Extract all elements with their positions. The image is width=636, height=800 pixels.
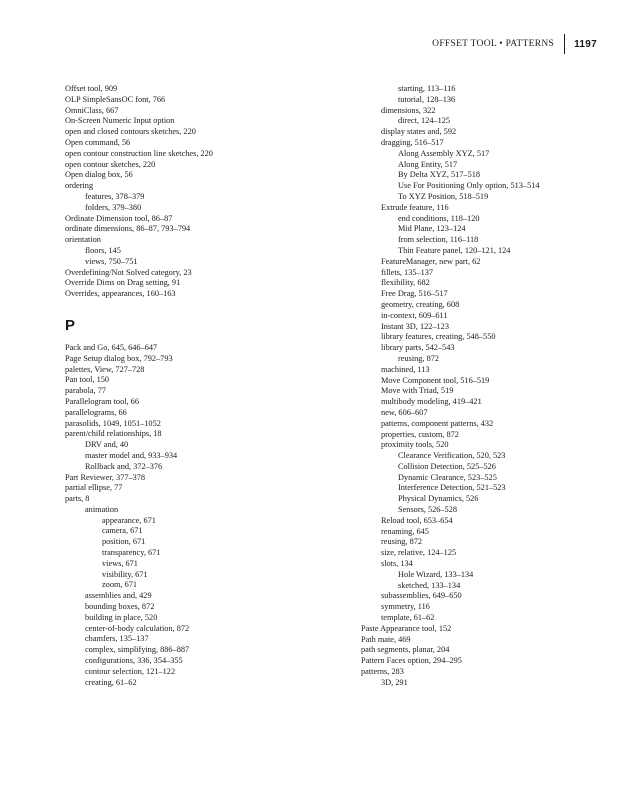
- index-subentry: master model and, 933–934: [85, 450, 178, 460]
- header-divider: [564, 34, 565, 54]
- index-subentry: camera, 671: [102, 526, 143, 536]
- index-subentry: DRV and, 40: [85, 440, 129, 450]
- index-entry: parabola, 77: [65, 386, 107, 396]
- index-subentry: Use For Positioning Only option, 513–514: [398, 181, 540, 191]
- index-entry: OmniClass, 667: [65, 105, 119, 115]
- index-subentry: sketched, 133–134: [398, 580, 461, 590]
- index-subentry: transparency, 671: [102, 548, 161, 558]
- index-entry: open contour sketches, 220: [65, 159, 156, 169]
- index-subentry: display states and, 592: [381, 127, 457, 137]
- index-subentry: renaming, 645: [381, 526, 429, 536]
- index-subentry: from selection, 116–118: [398, 235, 479, 245]
- index-subentry: zoom, 671: [102, 580, 138, 590]
- index-entry: Path mate, 469: [361, 634, 411, 644]
- index-subentry: Rollback and, 372–376: [85, 461, 163, 471]
- index-subentry: Move with Triad, 519: [381, 386, 454, 396]
- index-subentry: slots, 134: [381, 559, 413, 569]
- index-subentry: folders, 379–380: [85, 202, 142, 212]
- index-subentry: floors, 145: [85, 245, 121, 255]
- index-subentry: Move Component tool, 516–519: [381, 375, 490, 385]
- index-entry: Page Setup dialog box, 792–793: [65, 353, 173, 363]
- index-subentry: 3D, 291: [381, 677, 408, 687]
- index-subentry: complex, simplifying, 886–887: [85, 645, 190, 655]
- index-column-right: [361, 84, 601, 689]
- index-subentry: Along Entity, 517: [398, 159, 458, 169]
- index-subentry: end conditions, 118–120: [398, 213, 480, 223]
- index-subentry: library parts, 542–543: [381, 343, 455, 353]
- index-subentry: views, 750–751: [85, 256, 138, 266]
- index-column-left: [65, 84, 320, 688]
- index-entry: Pack and Go, 645, 646–647: [65, 342, 158, 352]
- index-subentry: building in place, 520: [85, 612, 158, 622]
- index-entry: Overdefining/Not Solved category, 23: [65, 267, 192, 277]
- index-entry: open and closed contours sketches, 220: [65, 127, 196, 137]
- index-subentry: Physical Dynamics, 526: [398, 494, 479, 504]
- index-subentry: Instant 3D, 122–123: [381, 321, 449, 331]
- index-subentry: fillets, 135–137: [381, 267, 434, 277]
- index-entry: palettes, View, 727–728: [65, 364, 145, 374]
- running-header: [432, 34, 597, 54]
- index-subentry: creating, 61–62: [85, 677, 137, 687]
- index-subentry: chamfers, 135–137: [85, 634, 149, 644]
- index-entry: Offset tool, 909: [65, 84, 118, 93]
- index-subentry: Sensors, 526–528: [398, 505, 458, 515]
- index-subentry: contour selection, 121–122: [85, 666, 176, 676]
- index-entry: Override Dims on Drag setting, 91: [65, 278, 181, 288]
- index-subentry: flexibility, 682: [381, 278, 430, 288]
- index-entry: Open command, 56: [65, 137, 131, 147]
- page-number: 1197: [574, 38, 597, 50]
- index-subentry: Collision Detection, 525–526: [398, 461, 496, 471]
- index-subentry: symmetry, 116: [381, 602, 430, 612]
- index-subentry: geometry, creating, 608: [381, 299, 460, 309]
- index-subentry: Reload tool, 653–654: [381, 515, 453, 525]
- index-entry: parts, 8: [65, 494, 90, 504]
- index-subentry: views, 671: [102, 558, 138, 568]
- index-entry: Overrides, appearances, 160–163: [65, 289, 176, 299]
- index-entry: orientation: [65, 235, 101, 245]
- index-subentry: features, 378–379: [85, 191, 145, 201]
- index-entry: path segments, planar, 204: [361, 645, 450, 655]
- index-subentry: template, 61–62: [381, 613, 435, 623]
- index-subentry: properties, custom, 872: [381, 429, 459, 439]
- index-subentry: dimensions, 322: [381, 105, 436, 115]
- index-subentry: appearance, 671: [102, 515, 156, 525]
- index-entry: Part Reviewer, 377–378: [65, 472, 146, 482]
- index-subentry: Mid Plane, 123–124: [398, 224, 466, 234]
- index-subentry: library features, creating, 548–550: [381, 332, 496, 342]
- index-subentry: Thin Feature panel, 120–121, 124: [398, 245, 511, 255]
- index-subentry: dragging, 516–517: [381, 137, 444, 147]
- index-entry: parasolids, 1049, 1051–1052: [65, 418, 161, 428]
- index-subentry: center-of-body calculation, 872: [85, 623, 190, 633]
- index-subentry: subassemblies, 649–650: [381, 591, 462, 601]
- index-entry: open contour construction line sketches, 220: [65, 148, 213, 158]
- index-subentry: reusing, 872: [398, 353, 440, 363]
- section-title: OFFSET TOOL • PATTERNS: [432, 39, 555, 49]
- index-subentry: machined, 113: [381, 364, 430, 374]
- index-letter-heading: P: [65, 316, 76, 334]
- index-subentry: By Delta XYZ, 517–518: [398, 170, 481, 180]
- index-subentry: Interference Detection, 521–523: [398, 483, 506, 493]
- index-entry: Parallelogram tool, 66: [65, 396, 139, 406]
- index-subentry: proximity tools, 520: [381, 440, 449, 450]
- index-subentry: To XYZ Position, 518–519: [398, 191, 489, 201]
- index-subentry: assemblies and, 429: [85, 591, 152, 601]
- index-entry: OLP SimpleSansOC font, 766: [65, 94, 166, 104]
- index-entry: partial ellipse, 77: [65, 483, 123, 493]
- index-subentry: in-context, 609–611: [381, 310, 448, 320]
- index-entry: Ordinate Dimension tool, 86–87: [65, 213, 173, 223]
- index-subentry: FeatureManager, new part, 62: [381, 256, 481, 266]
- index-entry: On-Screen Numeric Input option: [65, 116, 175, 126]
- index-subentry: visibility, 671: [102, 569, 148, 579]
- index-subentry: new, 606–607: [381, 407, 428, 417]
- index-subentry: direct, 124–125: [398, 116, 451, 126]
- index-subentry: reusing, 872: [381, 537, 423, 547]
- index-subentry: animation: [85, 504, 119, 514]
- index-subentry: Extrude feature, 116: [381, 202, 449, 212]
- index-entry: ordering: [65, 181, 94, 191]
- index-entry: parent/child relationships, 18: [65, 429, 162, 439]
- index-subentry: Clearance Verification, 520, 523: [398, 451, 506, 461]
- index-subentry: Hole Wizard, 133–134: [398, 569, 474, 579]
- index-entry: patterns, 283: [361, 667, 404, 677]
- index-entry: Pan tool, 150: [65, 375, 110, 385]
- index-subentry: size, relative, 124–125: [381, 548, 457, 558]
- index-entry: Pattern Faces option, 294–295: [361, 656, 462, 666]
- index-entry: Open dialog box, 56: [65, 170, 133, 180]
- index-subentry: multibody modeling, 419–421: [381, 397, 482, 407]
- index-subentry: starting, 113–116: [398, 84, 456, 93]
- index-subentry: bounding boxes, 872: [85, 602, 155, 612]
- index-subentry: position, 671: [102, 537, 146, 547]
- index-subentry: patterns, component patterns, 432: [381, 418, 494, 428]
- index-subentry: Free Drag, 516–517: [381, 289, 448, 299]
- index-subentry: Along Assembly XYZ, 517: [398, 148, 490, 158]
- index-subentry: tutorial, 128–136: [398, 94, 456, 104]
- index-subentry: configurations, 336, 354–355: [85, 656, 183, 666]
- index-subentry: Dynamic Clearance, 523–525: [398, 472, 497, 482]
- index-entry: Paste Appearance tool, 152: [361, 623, 452, 633]
- index-entry: ordinate dimensions, 86–87, 793–794: [65, 224, 191, 234]
- index-entry: parallelograms, 66: [65, 407, 127, 417]
